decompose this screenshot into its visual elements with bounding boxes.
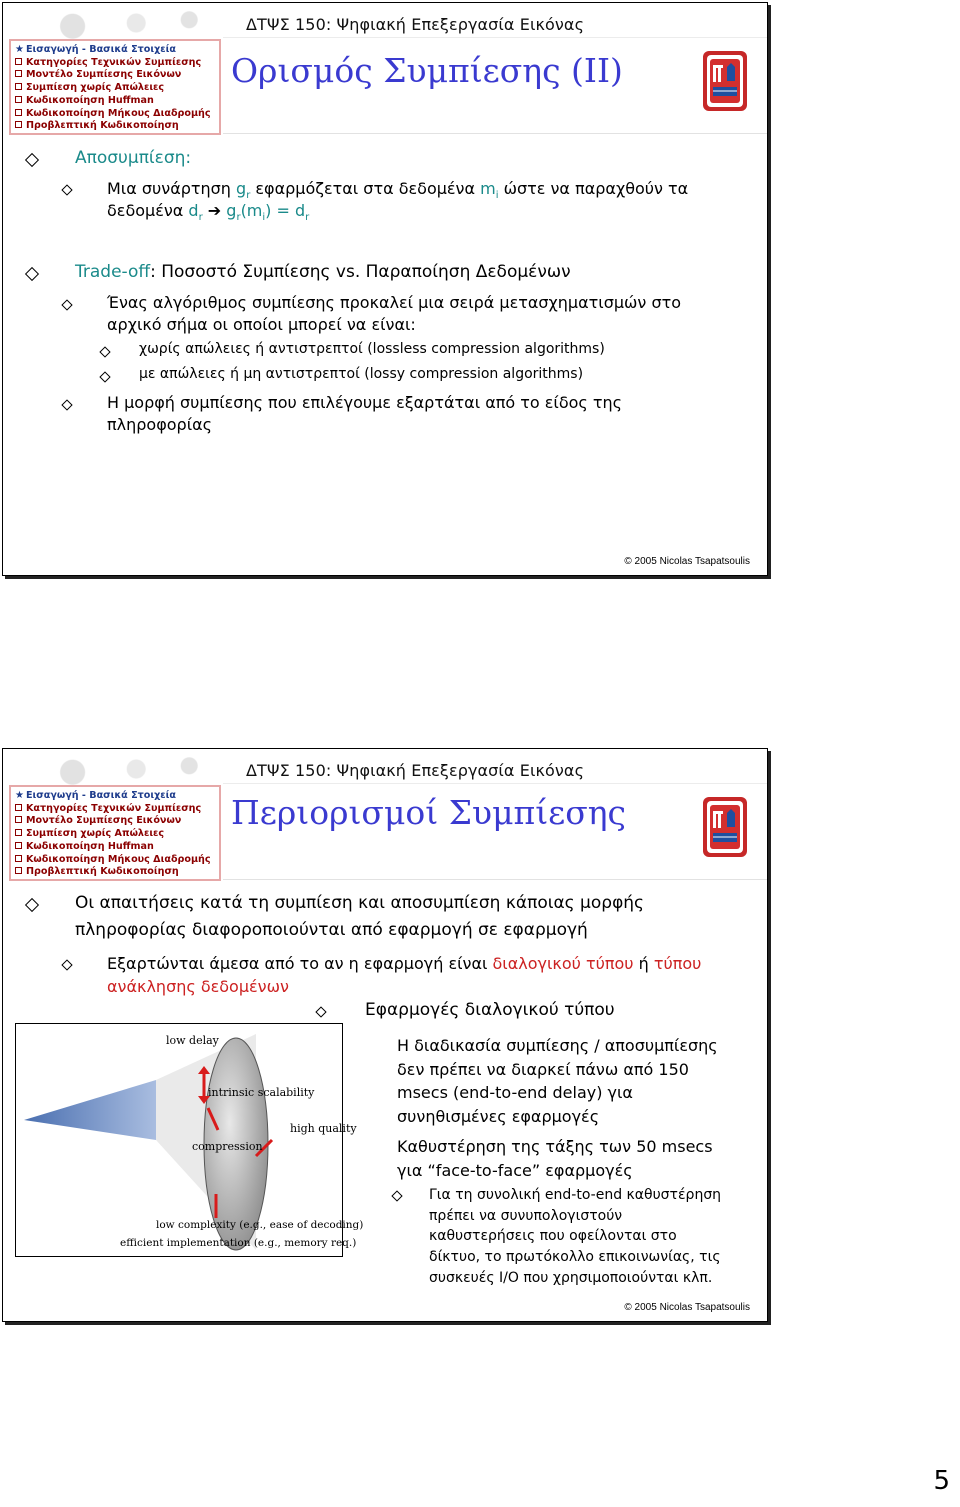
arrow-icon: ➔ [202,201,227,220]
delay-paragraph: Η διαδικασία συμπίεσης / αποσυμπίεσης δεν πρέπει να διαρκεί πάνω από 150 msecs (end-to-end delay) για συνηθισμένες εφαρμογές [397,1036,718,1126]
decompression-line-2: δεδομένα $d_r$ ➔ $g_r(m_i) = d_r$ [107,201,310,224]
bullet-diamond-icon [25,267,39,281]
nav-item-model[interactable]: Μοντέλο Συμπίεσης Εικόνων [15,69,219,82]
checkbox-icon [15,70,22,77]
bullet-tradeoff: Trade-off: Ποσοστό Συμπίεσης vs. Παραποίηση Δεδομένων [75,262,571,282]
lossy-item: με απώλειες ή μη αντιστρεπτοί (lossy compression algorithms) [139,366,584,382]
nav-item-rle[interactable]: Κωδικοποίηση Μήκους Διαδρομής [15,854,219,867]
nav-item-intro[interactable]: ★ Εισαγωγή - Βασικά Στοιχεία [15,790,176,801]
depends-line-1: Εξαρτώνται άμεσα από το αν η εφαρμογή είναι διαλογικού τύπου ή τύπου [107,954,702,973]
divider [223,133,767,134]
high-quality-label: high quality [290,1122,357,1135]
copyright: © 2005 Nicolas Tsapatsoulis [624,1302,750,1313]
nav-item-categories[interactable]: Κατηγορίες Τεχνικών Συμπίεσης [15,57,219,70]
beam-shape [24,1080,156,1140]
depends-line-2: ανάκλησης δεδομένων [107,977,289,996]
bullet-diamond-icon [25,898,39,912]
face-to-face-paragraph: Καθυστέρηση της τάξης των 50 msecs για “face-to-face” εφαρμογές [397,1137,713,1180]
low-complexity-label: low complexity (e.g., ease of decoding) [156,1219,364,1231]
bullet-diamond-icon [391,1190,402,1201]
divider [223,879,767,880]
nav-item-categories[interactable]: Κατηγορίες Τεχνικών Συμπίεσης [15,803,219,816]
checkbox-icon [15,109,22,116]
lossless-item: χωρίς απώλειες ή αντιστρεπτοί (lossless compression algorithms) [139,341,605,357]
nav-item-huffman[interactable]: Κωδικοποίηση Huffman [15,841,219,854]
nav-item-model[interactable]: Μοντέλο Συμπίεσης Εικόνων [15,815,219,828]
star-icon: ★ [15,44,24,55]
intrinsic-label: intrinsic scalability [208,1086,315,1099]
slide-title: Περιορισμοί Συμπίεσης [231,793,627,832]
checkbox-icon [15,804,22,811]
copyright: © 2005 Nicolas Tsapatsoulis [624,556,750,567]
page-number: 5 [933,1466,950,1496]
requirements-line-1: Οι απαιτήσεις κατά τη συμπίεση και αποσυμπίεση κάποιας μορφής [75,893,645,913]
requirements-line-2: πληροφορίας διαφοροποιούνται από εφαρμογή σε εφαρμογή [75,920,588,940]
nav-item-lossless[interactable]: Συμπίεση χωρίς Απώλειες [15,82,219,95]
efficient-label: efficient implementation (e.g., memory req.) [120,1237,357,1249]
checkbox-icon [15,867,22,874]
interactive-apps-heading: Εφαρμογές διαλογικού τύπου [365,1000,615,1020]
university-logo-icon [697,795,753,859]
decompression-line-1: Μια συνάρτηση $g_r$ εφαρμόζεται στα δεδομένα $m_i$ ώστε να παραχθούν τα [107,179,689,202]
course-title: ΔΤΨΣ 150: Ψηφιακή Επεξεργασία Εικόνας [246,761,585,780]
star-icon: ★ [15,790,24,801]
cone-diagram [16,1024,364,1256]
checkbox-icon [15,855,22,862]
bullet-diamond-icon [61,184,72,195]
bullet-diamond-icon [315,1006,326,1017]
nav-decoration [9,7,221,39]
bullet-diamond-icon [61,299,72,310]
compression-tradeoffs-figure [15,1023,364,1257]
network-delay-paragraph: Για τη συνολική end-to-end καθυστέρηση πρέπει να συνυπολογιστούν καθυστερήσεις που οφείλονται στο δίκτυο, το πρωτόκολλο επικοινωνίας, τις συσκευές I/O που χρησιμοποιούνται κλπ. [429,1187,722,1286]
topic-nav [9,39,221,135]
nav-item-predictive[interactable]: Προβλεπτική Κωδικοποίηση [15,120,219,133]
nav-item-huffman[interactable]: Κωδικοποίηση Huffman [15,95,219,108]
nav-item-intro[interactable]: ★ Εισαγωγή - Βασικά Στοιχεία [15,44,176,55]
checkbox-icon [15,96,22,103]
slide-1 [2,2,768,576]
nav-item-lossless[interactable]: Συμπίεση χωρίς Απώλειες [15,828,219,841]
checkbox-icon [15,842,22,849]
bullet-diamond-icon [61,959,72,970]
checkbox-icon [15,816,22,823]
bullet-diamond-icon [99,346,110,357]
bullet-diamond-icon [99,371,110,382]
nav-item-predictive[interactable]: Προβλεπτική Κωδικοποίηση [15,866,219,879]
course-title: ΔΤΨΣ 150: Ψηφιακή Επεξεργασία Εικόνας [246,15,585,34]
university-logo-icon [697,49,753,113]
divider [223,37,767,38]
checkbox-icon [15,58,22,65]
checkbox-icon [15,83,22,90]
form-line-2: πληροφορίας [107,415,213,434]
checkbox-icon [15,121,22,128]
divider [223,783,767,784]
tradeoff-line-2: αρχικό σήμα οι οποίοι μπορεί να είναι: [107,315,416,334]
bullet-diamond-icon [61,399,72,410]
nav-item-rle[interactable]: Κωδικοποίηση Μήκους Διαδρομής [15,108,219,121]
tradeoff-line-1: Ένας αλγόριθμος συμπίεσης προκαλεί μια σειρά μετασχηματισμών στο [107,293,682,312]
topic-nav [9,785,221,881]
bullet-diamond-icon [25,153,39,167]
slide-2 [2,748,768,1322]
form-line-1: Η μορφή συμπίεσης που επιλέγουμε εξαρτάται από το είδος της [107,393,623,412]
nav-decoration [9,753,221,785]
compression-label: compression [192,1140,263,1153]
checkbox-icon [15,829,22,836]
low-delay-label: low delay [166,1034,219,1047]
bullet-decompression: Αποσυμπίεση: [75,148,192,168]
slide-title: Ορισμός Συμπίεσης (ΙΙ) [231,51,623,90]
